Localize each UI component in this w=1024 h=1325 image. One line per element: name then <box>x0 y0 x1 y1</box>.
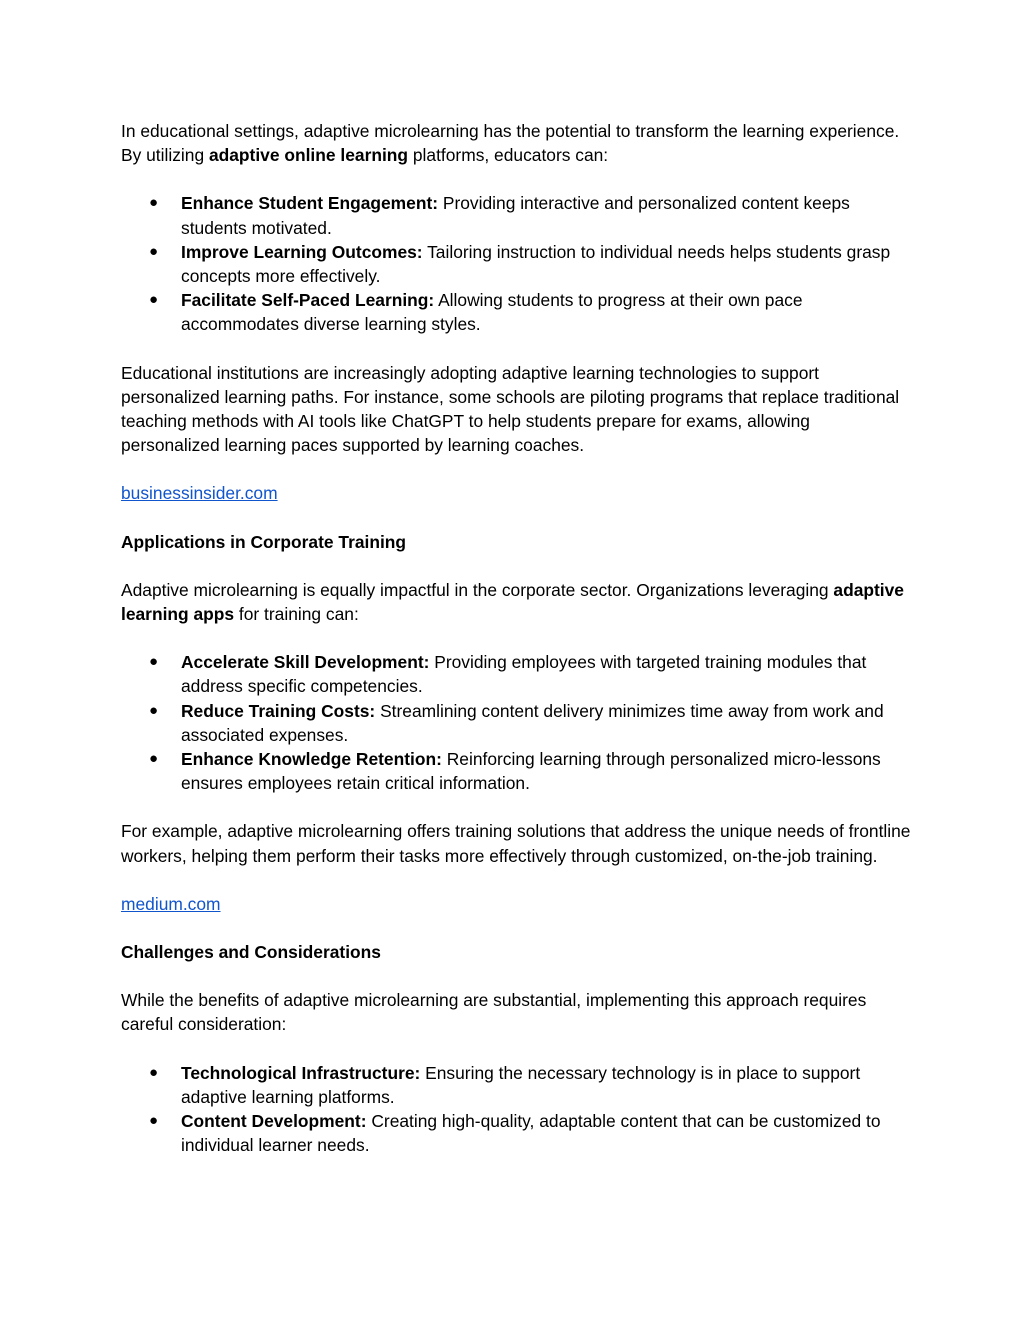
section-heading-corporate: Applications in Corporate Training <box>121 531 407 552</box>
list-item-title: Accelerate Skill Development: <box>181 652 430 673</box>
source-link-paragraph <box>121 481 911 505</box>
list-item <box>121 1109 911 1157</box>
corporate-intro-text-a: Adaptive microlearning is equally impactful in the corporate sector. Organizations leveraging <box>121 579 834 600</box>
list-item-title: Content Development: <box>181 1111 367 1132</box>
list-item-text: Creating high-quality, adaptable content that can be customized to individual learner needs. <box>181 1111 881 1156</box>
list-item-title: Facilitate Self-Paced Learning: <box>181 290 435 311</box>
corporate-intro-text-b: for training can: <box>234 604 359 625</box>
list-item <box>121 699 911 747</box>
bullet-icon: ● <box>149 653 159 671</box>
source-link-medium[interactable]: medium.com <box>121 893 221 914</box>
intro-text-b: platforms, educators can: <box>408 145 609 166</box>
list-item <box>121 240 911 288</box>
bullet-icon: ● <box>149 242 159 260</box>
corporate-intro-bold-term: adaptive learning apps <box>121 579 904 625</box>
list-item-title: Technological Infrastructure: <box>181 1062 421 1083</box>
list-item-text: Allowing students to progress at their own pace accommodates diverse learning styles. <box>181 290 803 335</box>
section-heading-challenges: Challenges and Considerations <box>121 942 381 963</box>
bullet-icon: ● <box>149 701 159 719</box>
bullet-icon: ● <box>149 291 159 309</box>
list-item-text: Streamlining content delivery minimizes time away from work and associated expenses. <box>181 700 884 745</box>
source-link-paragraph <box>121 892 911 916</box>
edu-benefits-list <box>121 191 911 336</box>
list-item-text: Providing employees with targeted training modules that address specific competencies. <box>181 652 867 697</box>
intro-bold-term: adaptive online learning <box>208 145 409 166</box>
list-item-title: Enhance Student Engagement: <box>181 193 439 214</box>
bullet-icon: ● <box>149 1112 159 1130</box>
list-item-title: Improve Learning Outcomes: <box>181 241 423 262</box>
list-item-title: Enhance Knowledge Retention: <box>181 749 442 770</box>
bullet-icon: ● <box>149 1063 159 1081</box>
list-item-text: Providing interactive and personalized content keeps students motivated. <box>181 193 850 238</box>
intro-text-a: In educational settings, adaptive microlearning has the potential to transform the learning experience. By utilizing <box>121 121 900 166</box>
corporate-paragraph: For example, adaptive microlearning offers training solutions that address the unique needs of frontline workers, helping them perform their tasks more effectively through customized, on-the-job training. <box>121 821 911 866</box>
list-item-title: Reduce Training Costs: <box>181 700 376 721</box>
list-item <box>121 650 911 698</box>
bullet-icon: ● <box>149 750 159 768</box>
challenges-intro-paragraph: While the benefits of adaptive microlearning are substantial, implementing this approach requires careful consideration: <box>121 990 867 1035</box>
edu-paragraph: Educational institutions are increasingly adopting adaptive learning technologies to support personalized learning paths. For instance, some schools are piloting programs that replace traditional teaching methods with AI tools like ChatGPT to help students prepare for exams, allowing personalized learning paces supported by learning coaches. <box>121 362 900 456</box>
list-item-text: Reinforcing learning through personalized micro-lessons ensures employees retain critical information. <box>181 749 881 794</box>
list-item <box>121 288 911 336</box>
document-page <box>121 119 911 1182</box>
list-item <box>121 747 911 795</box>
list-item <box>121 1061 911 1109</box>
list-item <box>121 191 911 239</box>
challenges-list <box>121 1061 911 1158</box>
bullet-icon: ● <box>149 194 159 212</box>
corporate-benefits-list <box>121 650 911 795</box>
corporate-intro-paragraph <box>121 578 911 626</box>
intro-paragraph <box>121 119 911 167</box>
list-item-text: Ensuring the necessary technology is in place to support adaptive learning platforms. <box>181 1062 861 1107</box>
source-link-businessinsider[interactable]: businessinsider.com <box>121 483 278 504</box>
list-item-text: Tailoring instruction to individual needs helps students grasp concepts more effectively. <box>181 241 891 287</box>
